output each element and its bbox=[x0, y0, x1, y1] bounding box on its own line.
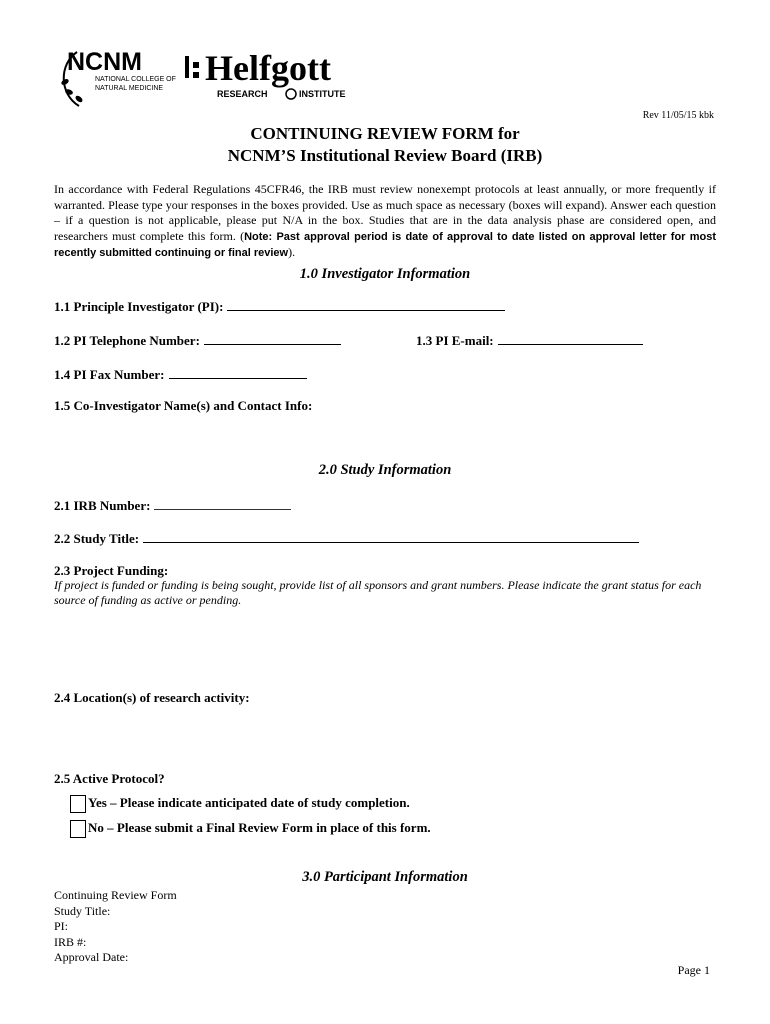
logo-divider bbox=[193, 62, 199, 68]
irb-number-input[interactable] bbox=[154, 497, 291, 510]
revision-label: Rev 11/05/15 kbk bbox=[642, 110, 714, 121]
pi-input[interactable] bbox=[227, 298, 505, 311]
section-participant-info: 3.0 Participant Information bbox=[302, 869, 468, 885]
logo-research: RESEARCH bbox=[217, 89, 268, 99]
field-funding bbox=[54, 563, 168, 579]
field-pi-fax bbox=[54, 366, 307, 383]
field-locations bbox=[54, 690, 250, 706]
field-study-title bbox=[54, 530, 639, 547]
footer-block bbox=[54, 888, 177, 966]
study-title-input[interactable] bbox=[143, 530, 639, 543]
yes-checkbox[interactable] bbox=[70, 795, 86, 813]
logo-graphic bbox=[55, 44, 365, 110]
logo-divider bbox=[193, 72, 199, 78]
funding-note: If project is funded or funding is being sought, provide list of all sponsors and grant numbers. Please indicate the grant status for each source of funding as active or pending. bbox=[54, 578, 702, 607]
field-active-protocol-label: 2.5 Active Protocol? bbox=[54, 771, 165, 786]
intro-text: In accordance with Federal Regulations 45CFR46, the IRB must review nonexempt protocols at least annually, or more frequently if warranted. Please type your responses in the boxes provided. Use as much space as necessary (boxes will expand). Answer each question – if a question is not applicable, please put N/A in the box. Studies that are in the data analysis phase are considered open, and researchers must complete this form. ( bbox=[54, 182, 716, 243]
field-co-investigators bbox=[54, 398, 312, 414]
logo-divider bbox=[185, 56, 189, 78]
logo-institute: INSTITUTE bbox=[299, 89, 346, 99]
footer-pi: PI: bbox=[54, 919, 69, 933]
co-investigators-input[interactable] bbox=[54, 416, 716, 456]
pi-fax-input[interactable] bbox=[169, 366, 307, 379]
field-pi-fax-label: 1.4 PI Fax Number: bbox=[54, 367, 165, 382]
intro-paragraph bbox=[54, 182, 716, 262]
funding-input[interactable] bbox=[54, 612, 716, 682]
logo-college-line2: NATURAL MEDICINE bbox=[95, 85, 164, 92]
leaf-icon bbox=[74, 95, 83, 104]
intro-tail: ). bbox=[288, 245, 296, 259]
yes-option-label: Yes – Please indicate anticipated date of study completion. bbox=[88, 795, 410, 810]
field-pi bbox=[54, 298, 505, 315]
field-pi-email bbox=[416, 332, 643, 349]
field-pi-phone bbox=[54, 332, 341, 349]
field-co-investigators-label: 1.5 Co-Investigator Name(s) and Contact Info: bbox=[54, 398, 313, 413]
no-checkbox[interactable] bbox=[70, 820, 86, 838]
pi-email-input[interactable] bbox=[498, 332, 643, 345]
logo-college-line1: NATIONAL COLLEGE OF bbox=[95, 76, 176, 83]
institution-logo bbox=[55, 44, 365, 110]
footer-approval-date: Approval Date: bbox=[54, 950, 129, 964]
field-irb-number-label: 2.1 IRB Number: bbox=[54, 498, 151, 513]
field-pi-label: 1.1 Principle Investigator (PI): bbox=[54, 299, 224, 314]
footer-irb-number: IRB #: bbox=[54, 934, 87, 949]
form-title-line1: CONTINUING REVIEW FORM for bbox=[250, 124, 520, 143]
logo-helfgott: Helfgott bbox=[205, 48, 331, 88]
intro-note: Note: Past approval period is date of approval to date listed on approval letter for most recently submitted continuing or final review bbox=[54, 230, 717, 259]
logo-circle bbox=[286, 89, 296, 99]
field-funding-label: 2.3 Project Funding: bbox=[54, 563, 169, 578]
section-study-info: 2.0 Study Information bbox=[318, 462, 452, 478]
option-no bbox=[70, 820, 431, 838]
locations-input[interactable] bbox=[54, 708, 716, 764]
page-number: Page 1 bbox=[677, 963, 710, 977]
logo-ncnm: NCNM bbox=[67, 48, 142, 76]
field-active-protocol bbox=[54, 771, 165, 787]
no-option-label: No – Please submit a Final Review Form in place of this form. bbox=[88, 820, 431, 835]
field-pi-email-label: 1.3 PI E-mail: bbox=[416, 333, 494, 348]
form-title-line2: NCNM’S Institutional Review Board (IRB) bbox=[227, 146, 543, 165]
field-irb-number bbox=[54, 497, 291, 514]
section-investigator-info: 1.0 Investigator Information bbox=[299, 266, 471, 282]
option-yes bbox=[70, 795, 410, 813]
footer-form-name: Continuing Review Form bbox=[54, 888, 177, 902]
field-study-title-label: 2.2 Study Title: bbox=[54, 531, 140, 546]
field-pi-phone-label: 1.2 PI Telephone Number: bbox=[54, 333, 200, 348]
footer-study-title: Study Title: bbox=[54, 903, 111, 918]
pi-phone-input[interactable] bbox=[204, 332, 341, 345]
field-locations-label: 2.4 Location(s) of research activity: bbox=[54, 690, 250, 705]
